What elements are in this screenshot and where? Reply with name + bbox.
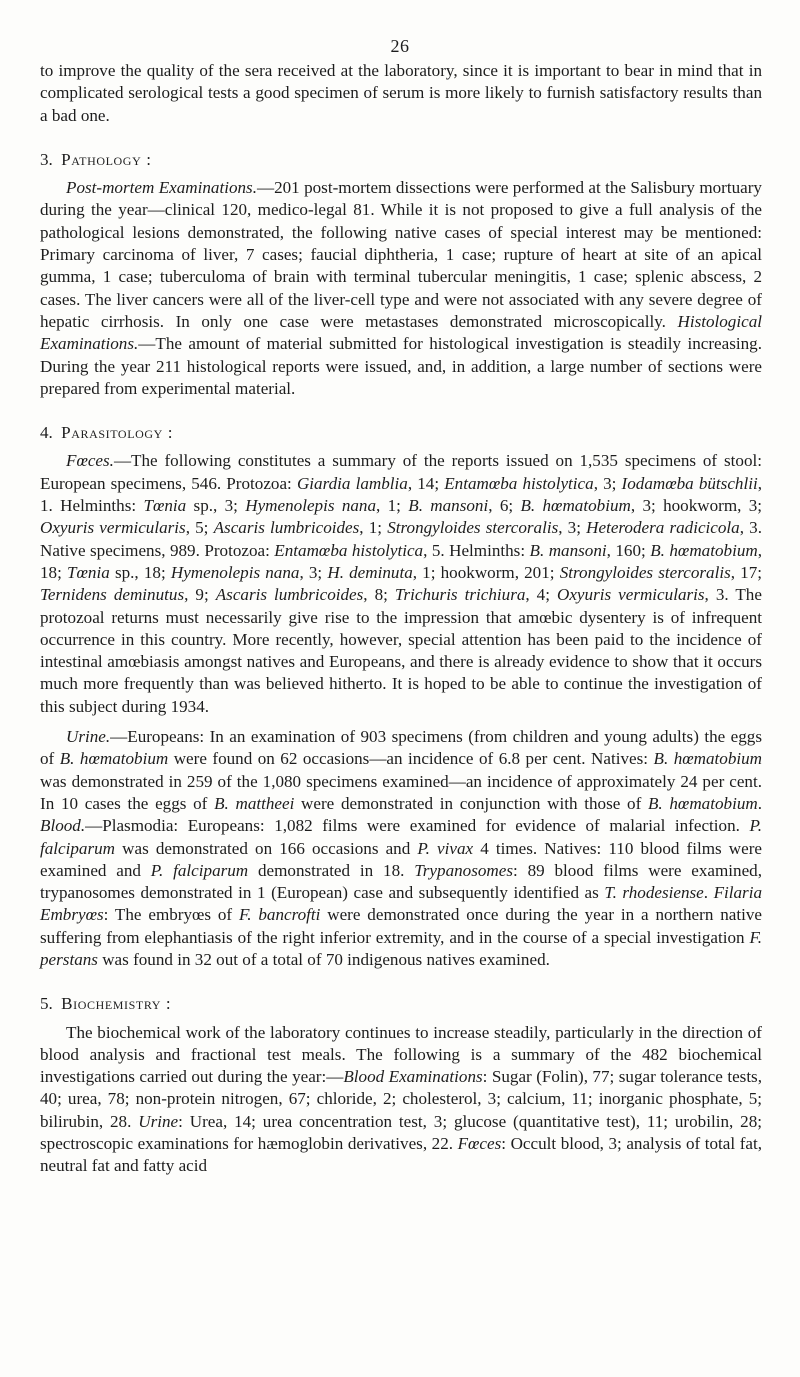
faeces-text: , 3. Native specimens, 989. Protozoa:: [40, 518, 762, 560]
postmortem-paragraph: [40, 177, 762, 400]
urine-text: demonstrated in 18.: [248, 860, 415, 880]
biochemistry-paragraph: [40, 1022, 762, 1178]
urine-text: —Europeans: In an examination of 903 specimens (from children and young adults) the eggs of: [40, 727, 762, 769]
faeces-text: , 3;: [558, 518, 587, 538]
faeces-text: , 3; hookworm, 3;: [630, 496, 763, 516]
species-name: Tœnia: [143, 496, 187, 516]
species-name: Oxyuris vermicularis: [40, 518, 186, 538]
species-name: P. falciparum: [150, 860, 249, 880]
trypanosomes-title: Trypanosomes: [414, 860, 513, 880]
species-name: P. falciparum: [40, 816, 762, 858]
species-name: Ternidens deminutus: [40, 585, 185, 605]
faeces-text: , 17;: [730, 562, 763, 582]
parasitology-heading-text: Parasitology :: [61, 423, 174, 443]
species-name: Entamœba histolytica: [444, 473, 594, 493]
species-name: F. bancrofti: [238, 905, 321, 925]
faeces-title: Fœces: [457, 1134, 502, 1154]
urine-text: 4 times. Natives: 110 blood films were examined and: [40, 838, 762, 880]
faeces-text: , 6;: [488, 496, 521, 516]
species-name: B. hœmatobium: [59, 749, 169, 769]
pathology-heading: [40, 149, 762, 171]
species-name: Hymenolepis nana: [170, 562, 300, 582]
faeces-text: , 4;: [525, 585, 557, 605]
urine-text: were found on 62 occasions—an incidence of 6.8 per cent. Natives:: [168, 749, 654, 769]
parasitology-heading: [40, 422, 762, 444]
faeces-text: , 1;: [359, 518, 388, 538]
faeces-text: , 8;: [363, 585, 395, 605]
urine-text: : 89 blood films were examined, trypanosomes demonstrated in 1 (European) case and subsequently identified as: [40, 860, 762, 903]
filaria-title: Filaria Embryœs: [40, 883, 762, 925]
faeces-text: , 160;: [606, 540, 651, 560]
species-name: Tœnia: [67, 562, 110, 582]
faeces-text: , 1. Helminths:: [40, 473, 762, 516]
faeces-text: , 3;: [299, 562, 328, 582]
species-name: Ascaris lumbricoides: [215, 585, 364, 605]
urine-text: was demonstrated in 259 of the 1,080 specimens examined—an incidence of approximately 24 per cent. In 10 cases the eggs of: [40, 771, 762, 813]
species-name: Oxyuris vermicularis: [557, 585, 705, 605]
intro-paragraph: to improve the quality of the sera received at the laboratory, since it is important to bear in mind that in complicated serological tests a good specimen of serum is more likely to furnish satisfactory results than a bad one.: [40, 61, 762, 125]
species-name: Trichuris trichiura: [394, 585, 526, 605]
species-name: B. hœmatobium: [650, 540, 758, 560]
urine-text: was demonstrated on 166 occasions and: [115, 838, 418, 858]
urine-text: were demonstrated once during the year in a northern native suffering from elephantiasis of the right inferior extremity, and in the course of a special investigation: [40, 905, 762, 947]
species-name: Strongyloides stercoralis: [559, 562, 731, 582]
species-name: F. perstans: [40, 927, 762, 969]
species-name: T. rhodesiense: [604, 883, 704, 903]
biochemistry-text: : Sugar (Folin), 77; sugar tolerance tests, 40; urea, 78; non-protein nitrogen, 67; chloride, 2; cholesterol, 3; calcium, 11; inorganic phosphate, 5; bilirubin, 28.: [40, 1067, 762, 1131]
urine-text: —Plasmodia: Europeans: 1,082 films were examined for evidence of malarial infection.: [85, 816, 750, 836]
urine-text: : The embryœs of: [103, 905, 239, 925]
species-name: B. hœmatobium: [653, 749, 763, 769]
page-number: 26: [390, 36, 410, 56]
species-name: H. deminuta: [327, 562, 413, 582]
faeces-text: , 9;: [184, 585, 216, 605]
page-body: [40, 60, 762, 1178]
faeces-text: , 14;: [407, 473, 445, 493]
biochemistry-heading-text: Biochemistry :: [61, 994, 172, 1014]
faeces-title: Fœces.: [66, 451, 114, 471]
faeces-text: , 3. The protozoal returns must necessarily give rise to the impression that amœbic dysentery is of infrequent occurrence in this country. More recently, however, special attention has been paid to the incidence of intestinal amœbiasis amongst natives and Europeans, and there is already evidence to show that it occurs much more frequently than was believed hitherto. It is hoped to be able to continue the investigation of this subject during 1934.: [40, 585, 762, 716]
species-name: Entamœba histolytica: [274, 540, 424, 560]
faeces-text: , 3;: [593, 473, 622, 493]
species-name: Hymenolepis nana: [245, 496, 377, 516]
biochemistry-number: 5.: [40, 994, 53, 1014]
postmortem-text: —201 post-mortem dissections were performed at the Salisbury mortuary during the year—clinical 120, medico-legal 81. While it is not proposed to give a full analysis of the pathological lesions demonstrated, the following native cases of special interest may be mentioned: Primary carcinoma of liver, 7 cases; faucial diphtheria, 1 case; rupture of heart at site of an apical gumma, 1 case; tuberculoma of brain with terminal tubercular meningitis, 1 case; splenic abscess, 2 cases. The liver cancers were all of the liver-cell type and were not associated with any severe degree of hepatic cirrhosis. In only one case were metastases demonstrated microscopically.: [40, 178, 762, 331]
species-name: Giardia lamblia: [296, 473, 408, 493]
blood-title: Blood.: [40, 816, 86, 836]
biochemistry-text: : Occult blood, 3; analysis of total fat, neutral fat and fatty acid: [40, 1134, 763, 1176]
faeces-paragraph: [40, 450, 762, 718]
faeces-text: , 5. Helminths:: [423, 540, 530, 560]
urine-title: Urine: [138, 1111, 179, 1131]
parasitology-number: 4.: [40, 423, 53, 443]
species-name: B. mattheei: [214, 793, 295, 813]
pathology-number: 3.: [40, 149, 53, 169]
urine-text: .: [703, 883, 714, 903]
biochemistry-text: The biochemical work of the laboratory continues to increase steadily, particularly in the direction of blood analysis and fractional test meals. The following is a summary of the 482 biochemical investigations carried out during the year:—: [40, 1022, 762, 1087]
faeces-text: , 1; hookworm, 201;: [412, 562, 560, 582]
species-name: Heterodera radicicola: [586, 518, 740, 538]
species-name: B. hœmatobium: [647, 793, 758, 813]
histological-text: —The amount of material submitted for histological investigation is steadily increasing. During the year 211 histological reports were issued, and, in addition, a large number of sections were prepared from experimental material.: [40, 334, 762, 398]
species-name: B. mansoni: [529, 540, 607, 560]
biochemistry-text: : Urea, 14; urea concentration test, 3; glucose (quantitative test), 11; urobilin, 28; spectroscopic examinations for hæmoglobin derivatives, 22.: [40, 1111, 762, 1154]
urine-title: Urine.: [66, 727, 111, 747]
blood-examinations-title: Blood Examinations: [343, 1067, 483, 1087]
faeces-text: —The following constitutes a summary of the reports issued on 1,535 specimens of stool: European specimens, 546. Protozoa:: [40, 451, 762, 493]
faeces-text: sp., 18;: [109, 562, 171, 582]
faeces-text: , 18;: [40, 540, 762, 582]
urine-text: was found in 32 out of a total of 70 indigenous natives examined.: [97, 949, 550, 969]
paragraph-gap: [40, 718, 762, 726]
species-name: B. mansoni: [408, 496, 489, 516]
faeces-text: , 1;: [376, 496, 409, 516]
biochemistry-heading: [40, 993, 762, 1015]
histological-title: Histological Examinations.: [40, 311, 762, 354]
faeces-text: , 5;: [185, 518, 214, 538]
urine-text: .: [757, 793, 762, 813]
species-name: Strongyloides stercoralis: [387, 518, 559, 538]
postmortem-title: Post-mortem Examinations.: [66, 178, 257, 198]
urine-text: were demonstrated in conjunction with those of: [294, 793, 648, 813]
species-name: Iodamœba bütschlii: [621, 473, 758, 493]
species-name: B. hœmatobium: [520, 496, 631, 516]
species-name: Ascaris lumbricoides: [213, 518, 360, 538]
species-name: P. vivax: [417, 838, 474, 858]
pathology-heading-text: Pathology :: [61, 149, 152, 169]
faeces-text: sp., 3;: [186, 496, 246, 516]
urine-paragraph: [40, 726, 762, 971]
